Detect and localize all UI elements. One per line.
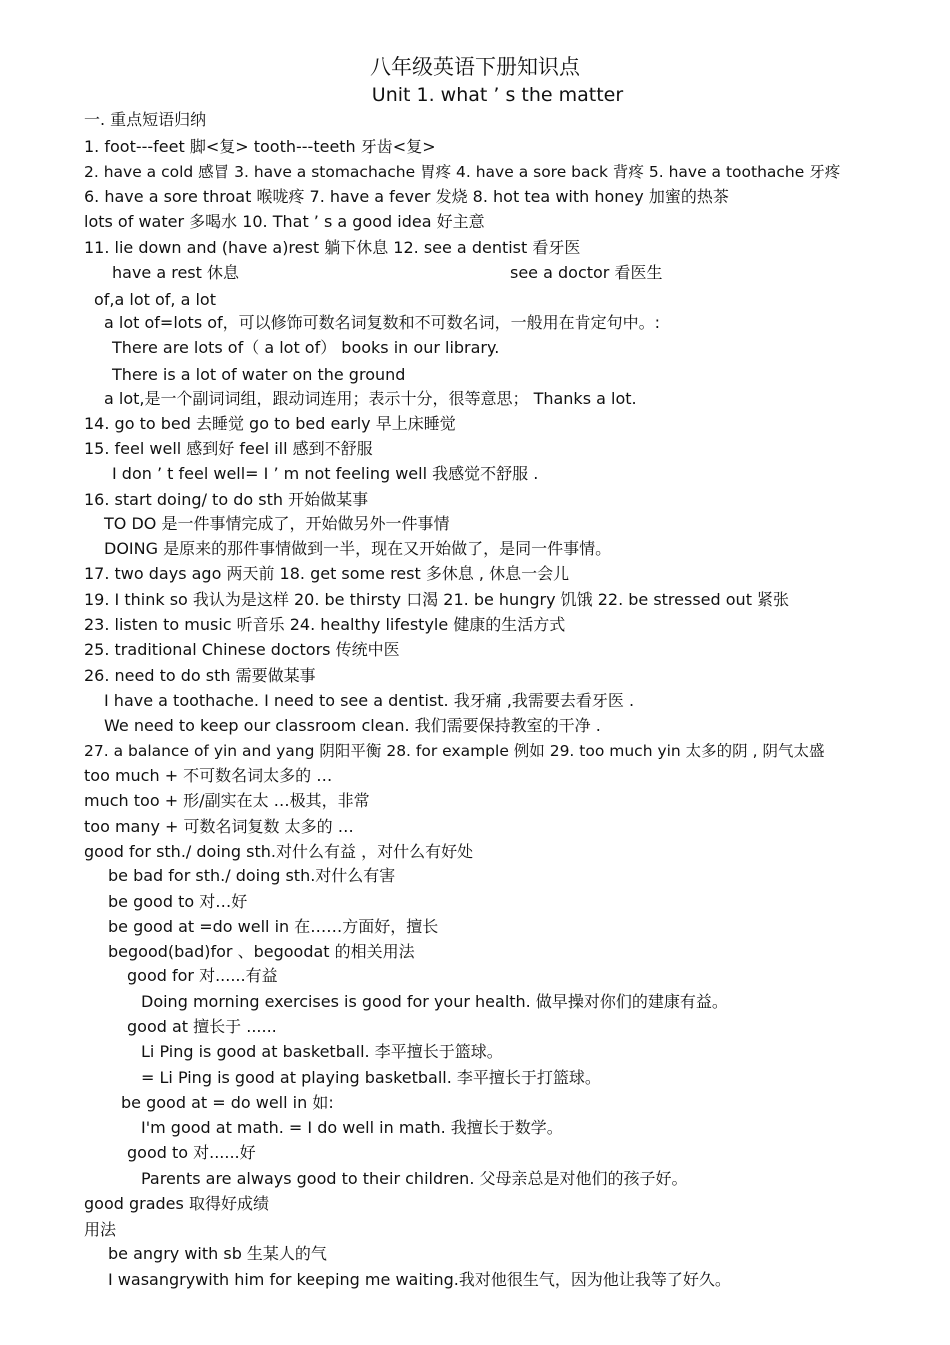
- text-line: 14. go to bed 去睡觉 go to bed early 早上床睡觉: [84, 414, 456, 433]
- document-title: 八年级英语下册知识点: [370, 55, 580, 79]
- text-line: 19. I think so 我认为是这样 20. be thirsty 口渴 21. be hungry 饥饿 22. be stressed out 紧张: [84, 590, 790, 609]
- text-line: We need to keep our classroom clean. 我们需要保持教室的干净 .: [104, 716, 601, 735]
- text-line: 23. listen to music 听音乐 24. healthy lifestyle 健康的生活方式: [84, 615, 566, 634]
- text-line: be angry with sb 生某人的气: [108, 1244, 327, 1263]
- text-line: be good at =do well in 在……方面好，擅长: [108, 917, 439, 936]
- text-line: There is a lot of water on the ground: [112, 365, 406, 384]
- text-line: a lot,是一个副词词组，跟动词连用；表示十分，很等意思； Thanks a lot.: [104, 389, 637, 408]
- text-line: TO DO 是一件事情完成了，开始做另外一件事情: [104, 514, 450, 533]
- text-line: I don ’ t feel well= I ’ m not feeling well 我感觉不舒服 .: [112, 464, 539, 483]
- text-line: 6. have a sore throat 喉咙疼 7. have a fever 发烧 8. hot tea with honey 加蜜的热茶: [84, 187, 729, 206]
- text-line: 17. two days ago 两天前 18. get some rest 多休息 , 休息一会儿: [84, 564, 570, 583]
- text-line: good grades 取得好成绩: [84, 1194, 269, 1213]
- text-line: There are lots of（ a lot of） books in our library.: [112, 338, 500, 357]
- text-line: 25. traditional Chinese doctors 传统中医: [84, 640, 400, 659]
- text-line: 16. start doing/ to do sth 开始做某事: [84, 490, 369, 509]
- text-line: I'm good at math. = I do well in math. 我擅长于数学。: [141, 1118, 563, 1137]
- text-line: good at 擅长于 ......: [127, 1017, 277, 1036]
- text-line: 26. need to do sth 需要做某事: [84, 666, 316, 685]
- text-line: Doing morning exercises is good for your health. 做早操对你们的建康有益。: [141, 992, 728, 1011]
- text-line: a lot of=lots of，可以修饰可数名词复数和不可数名词，一般用在肯定句中。:: [104, 313, 661, 332]
- text-line: 27. a balance of yin and yang 阴阳平衡 28. for example 例如 29. too much yin 太多的阴 , 阴气太盛: [84, 742, 825, 760]
- text-line: good for 对......有益: [127, 966, 278, 985]
- unit-subtitle: Unit 1. what ’ s the matter: [371, 84, 624, 106]
- text-line: be bad for sth./ doing sth.对什么有害: [108, 866, 396, 885]
- text-line: be good at = do well in 如:: [121, 1093, 334, 1112]
- text-line: begood(bad)for 、begoodat 的相关用法: [108, 942, 415, 961]
- text-line: too many + 可数名词复数 太多的 …: [84, 817, 354, 836]
- text-line: 用法: [84, 1220, 117, 1239]
- text-line: DOING 是原来的那件事情做到一半，现在又开始做了，是同一件事情。: [104, 539, 612, 558]
- text-line: good to 对......好: [127, 1143, 256, 1162]
- text-line: Li Ping is good at basketball. 李平擅长于篮球。: [141, 1042, 503, 1061]
- text-line: lots of water 多喝水 10. That ’ s a good idea 好主意: [84, 212, 485, 231]
- text-line: 11. lie down and (have a)rest 躺下休息 12. see a dentist 看牙医: [84, 238, 581, 257]
- text-line: 2. have a cold 感冒 3. have a stomachache 胃疼 4. have a sore back 背疼 5. have a toothache 牙疼: [84, 163, 841, 181]
- text-line: 15. feel well 感到好 feel ill 感到不舒服: [84, 439, 373, 458]
- text-line: of,a lot of, a lot: [94, 290, 216, 309]
- text-line: Parents are always good to their children. 父母亲总是对他们的孩子好。: [141, 1169, 688, 1188]
- text-line: be good to 对…好: [108, 892, 248, 911]
- text-line: have a rest 休息: [112, 263, 240, 282]
- text-line: 一. 重点短语归纳: [84, 110, 207, 129]
- text-line: I have a toothache. I need to see a dentist. 我牙痛 ,我需要去看牙医 .: [104, 691, 635, 710]
- text-line: much too + 形/副实在太 …极其，非常: [84, 791, 370, 810]
- text-line: = Li Ping is good at playing basketball. 李平擅长于打篮球。: [141, 1068, 601, 1087]
- text-line: see a doctor 看医生: [510, 263, 663, 282]
- text-line: good for sth./ doing sth.对什么有益 ，对什么有好处: [84, 842, 474, 861]
- text-line: I wasangrywith him for keeping me waiting.我对他很生气，因为他让我等了好久。: [108, 1270, 731, 1289]
- text-line: 1. foot---feet 脚<复> tooth---teeth 牙齿<复>: [84, 137, 436, 156]
- text-line: too much + 不可数名词太多的 …: [84, 766, 333, 785]
